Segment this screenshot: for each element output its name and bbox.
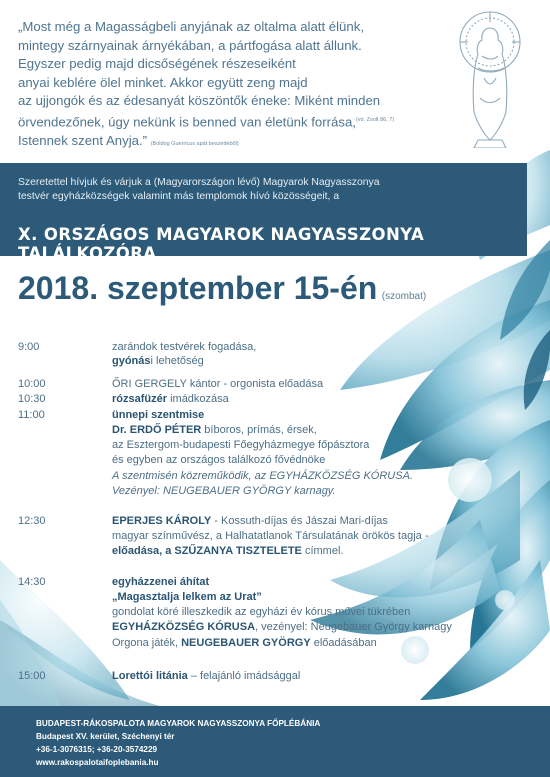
schedule-item: az Esztergom-budapesti Főegyházmegye főpásztora [112, 439, 370, 451]
schedule-time: 15:00 [18, 670, 46, 682]
schedule-text: , vezényel: Neugebauer György karnagy [255, 621, 452, 633]
schedule-italic: Vezényel: NEUGEBAUER GYÖRGY karnagy. [112, 485, 336, 497]
schedule-highlight: EGYHÁZKÖZSÉG KÓRUSA [112, 621, 256, 633]
schedule-highlight: gyónás [112, 355, 151, 367]
schedule-time: 11:00 [18, 409, 45, 421]
schedule-item [112, 575, 209, 589]
schedule-time: 12:30 [18, 515, 46, 527]
quote-line-text: örvendezőnek, úgy nekünk is benned van életünk forrása, [18, 114, 356, 130]
schedule-highlight: NEUGEBAUER GYÖRGY [181, 637, 311, 649]
schedule-item [112, 636, 377, 650]
schedule-text: címmel. [301, 545, 344, 557]
quote-reference: (vö. Zsolt 86, 7) [355, 116, 395, 123]
schedule-text: előadásában [310, 637, 377, 649]
schedule-highlight: előadása, a SZŰZANYA TISZTELETE [112, 545, 302, 557]
schedule-item [112, 514, 388, 528]
schedule-text: bíboros, prímás, érsek, [201, 424, 317, 436]
schedule-item: magyar színművész, a Halhatatlanok Társulatának örökös tagja - [112, 530, 429, 542]
schedule-item [112, 544, 343, 558]
schedule-item [112, 354, 204, 368]
schedule-text: – felajánló imádsággal [187, 670, 301, 682]
event-title: X. ORSZÁGOS MAGYAROK NAGYASSZONYA TALÁLKOZÓRA [18, 225, 425, 263]
schedule-time: 10:00 [18, 378, 46, 390]
schedule-item: és egyben az országos találkozó fővédnöke [112, 454, 326, 466]
schedule-highlight: ünnepi szentmise [112, 409, 205, 421]
schedule-highlight: Lorettói litánia [112, 670, 188, 682]
schedule-item [112, 423, 317, 437]
schedule-highlight: „Magasztalja lelkem az Urat” [112, 591, 262, 603]
quote-line: az ujjongók és az édesanyát köszöntők éneke: Miként minden [18, 93, 381, 109]
parish-address: Budapest XV. kerület, Széchenyi tér [36, 732, 175, 741]
quote-line: Egyszer pedig majd dicsőségének részeseiként [18, 56, 296, 72]
schedule-item [112, 392, 229, 406]
quote-line-text: Istennek szent Anyja.” [18, 132, 148, 148]
schedule-text: imádkozása [167, 393, 229, 405]
schedule-item [112, 669, 300, 683]
schedule-item [112, 484, 336, 498]
schedule-item: gondolat köré illeszkedik az egyházi év kórus művei tükrében [112, 606, 411, 618]
schedule-item [112, 408, 204, 422]
schedule-item [112, 620, 452, 634]
parish-phone: +36-1-3076315; +36-20-3574229 [36, 745, 158, 754]
schedule-text: i lehetőség [150, 355, 204, 367]
quote-author: (Boldog Guerricus apát beszédéből) [150, 140, 239, 147]
schedule-highlight: egyházzenei áhítat [112, 576, 210, 588]
schedule-item: zarándok testvérek fogadása, [112, 341, 257, 353]
schedule-item [112, 590, 262, 604]
quote-line: mintegy szárnyainak árnyékában, a pártfogása alatt állunk. [18, 37, 362, 53]
quote-line: anyai keblére ölel minket. Akkor együtt zeng majd [18, 74, 308, 90]
schedule-item: ŐRI GERGELY kántor - orgonista előadása [112, 378, 324, 390]
parish-name: BUDAPEST-RÁKOSPALOTA MAGYAROK NAGYASSZONYA FŐPLÉBÁNIA [36, 719, 321, 728]
schedule-time: 14:30 [18, 576, 46, 588]
schedule-highlight: Dr. ERDŐ PÉTER [112, 424, 202, 436]
event-date-main: 2018. szeptember 15-én [18, 270, 378, 306]
event-weekday: (szombat) [381, 291, 427, 302]
banner-intro-line: testvér egyházközségek valamint más templomok hívó közösségeit, a [18, 191, 340, 202]
schedule-time: 10:30 [18, 393, 46, 405]
schedule-item [112, 469, 413, 483]
schedule-italic: A szentmisén közreműködik, az EGYHÁZKÖZSÉG KÓRUSA. [112, 470, 413, 482]
parish-footer [0, 706, 550, 777]
parish-website-link[interactable]: www.rakospalotaifoplebania.hu [36, 758, 159, 767]
schedule-time: 9:00 [18, 341, 40, 353]
banner-intro-line: Szeretettel hívjuk és várjuk a (Magyarországon lévő) Magyarok Nagyasszonya [18, 177, 380, 188]
quote-line: „Most még a Magasságbeli anyjának az oltalma alatt élünk, [18, 19, 364, 34]
schedule-text: - Kossuth-díjas és Jászai Mari-díjas [211, 515, 388, 527]
schedule-highlight: rózsafüzér [112, 393, 168, 405]
schedule-text: Orgona játék, [112, 637, 182, 649]
schedule-highlight: EPERJES KÁROLY [112, 515, 212, 527]
